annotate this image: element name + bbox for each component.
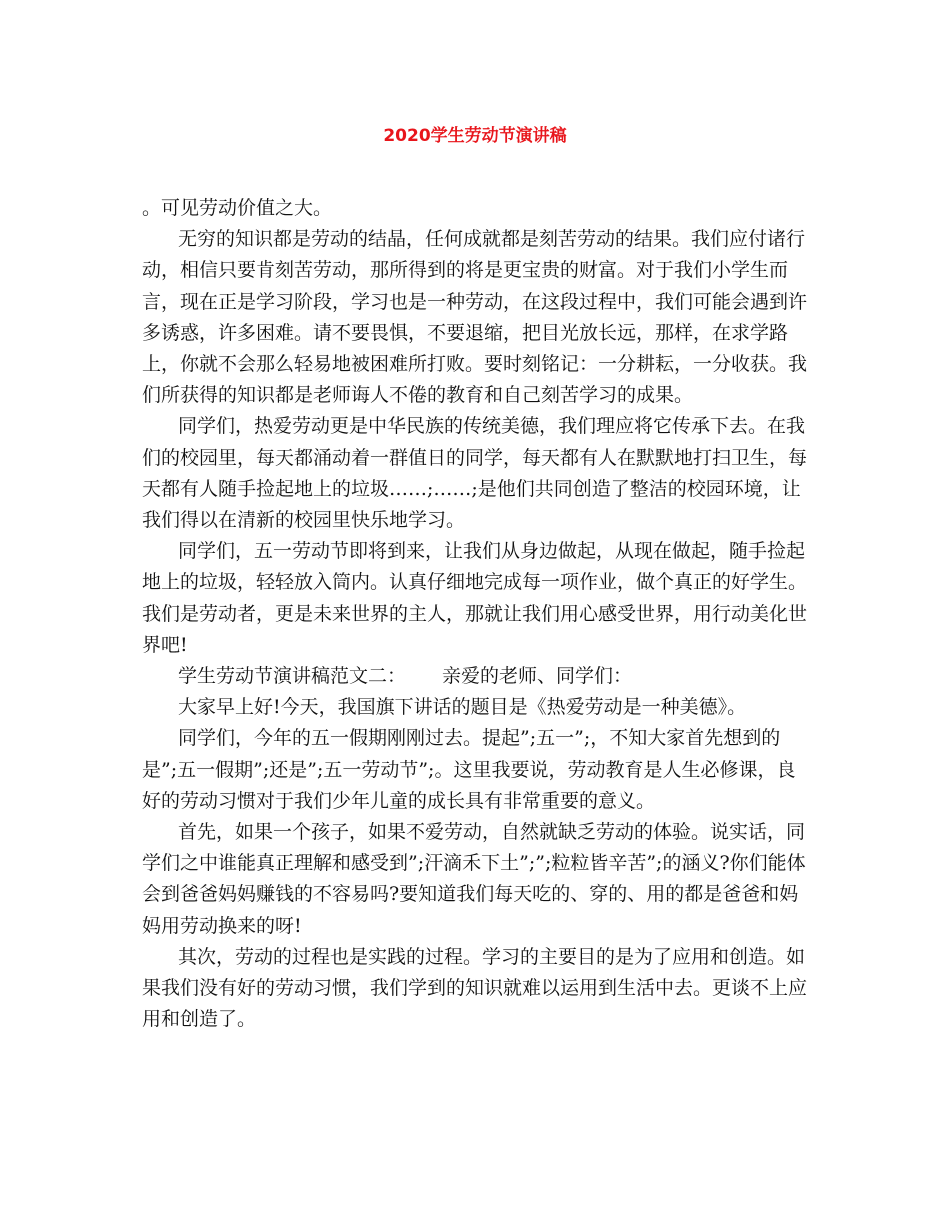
paragraph-9: 其次，劳动的过程也是实践的过程。学习的主要目的是为了应用和创造。如果我们没有好的劳动习惯，我们学到的知识就难以运用到生活中去。更谈不上应用和创造了。 bbox=[142, 945, 808, 1031]
paragraph-1: 。可见劳动价值之大。 bbox=[142, 197, 333, 219]
paragraph-6: 大家早上好!今天，我国旗下讲话的题目是《热爱劳动是一种美德》。 bbox=[178, 696, 747, 719]
document-title: 2020学生劳动节演讲稿 bbox=[383, 126, 567, 146]
paragraph-2: 无穷的知识都是劳动的结晶，任何成就都是刻苦劳动的结果。我们应付诸行动，相信只要肯刻苦劳动，那所得到的将是更宝贵的财富。对于我们小学生而言，现在正是学习阶段，学习也是一种劳动，在这段过程中，我们可能会遇到许多诱惑，许多困难。请不要畏惧，不要退缩，把目光放长远，那样，在求学路上，你就不会那么轻易地被困难所打败。要时刻铭记：一分耕耘，一分收获。我们所获得的知识都是老师诲人不倦的教育和自己刻苦学习的成果。 bbox=[142, 228, 808, 407]
section-heading-sample-two: 学生劳动节演讲稿范文二： bbox=[178, 665, 407, 688]
paragraph-7: 同学们，今年的五一假期刚刚过去。提起”;五一”;，不知大家首先想到的是”;五一假期”;还是”;五一劳动节”;。这里我要说，劳动教育是人生必修课，良好的劳动习惯对于我们少年儿童的成长具有非常重要的意义。 bbox=[142, 727, 796, 812]
paragraph-8: 首先，如果一个孩子，如果不爱劳动，自然就缺乏劳动的体验。说实话，同学们之中谁能真正理解和感受到”;汗滴禾下土”;”;粒粒皆辛苦”;的涵义?你们能体会到爸爸妈妈赚钱的不容易吗?要知道我们每天吃的、穿的、用的都是爸爸和妈妈用劳动换来的呀! bbox=[142, 821, 806, 937]
document-body bbox=[142, 193, 814, 1035]
salutation: 亲爱的老师、同学们： bbox=[442, 665, 633, 688]
paragraph-4: 同学们，五一劳动节即将到来，让我们从身边做起，从现在做起，随手捡起地上的垃圾，轻轻放入筒内。认真仔细地完成每一项作业，做个真正的好学生。我们是劳动者，更是未来世界的主人，那就让我们用心感受世界，用行动美化世界吧! bbox=[142, 540, 808, 656]
paragraph-3: 同学们，热爱劳动更是中华民族的传统美德，我们理应将它传承下去。在我们的校园里，每天都涌动着一群值日的同学，每天都有人在默默地打扫卫生，每天都有人随手捡起地上的垃圾……;……;是他们共同创造了整洁的校园环境，让我们得以在清新的校园里快乐地学习。 bbox=[142, 415, 808, 532]
paragraph-5 bbox=[142, 661, 814, 692]
